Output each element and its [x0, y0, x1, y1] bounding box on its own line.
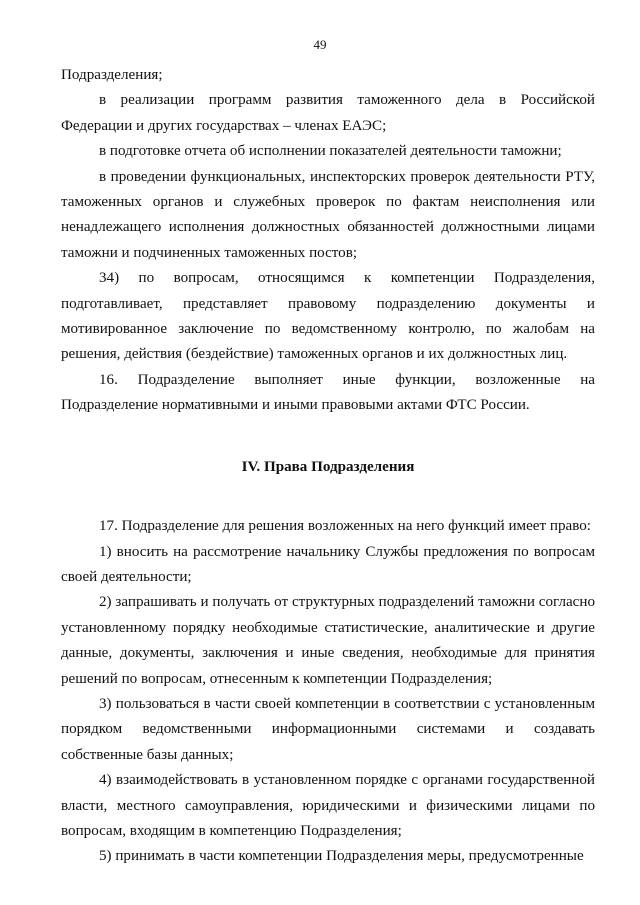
- paragraph: в реализации программ развития таможенного дела в Российской Федерации и других государствах – членах ЕАЭС;: [61, 92, 595, 134]
- paragraph: 5) принимать в части компетенции Подразделения меры, предусмотренные: [99, 848, 584, 865]
- page-number: 49: [313, 37, 327, 52]
- paragraph: 16. Подразделение выполняет иные функции, возложенные на Подразделение нормативными и иными правовыми актами ФТС России.: [61, 371, 595, 414]
- paragraph: Подразделения;: [61, 67, 163, 83]
- paragraph: в проведении функциональных, инспекторских проверок деятельности РТУ, таможенных органов и служебных проверок по фактам неисполнения или ненадлежащего исполнения должностных обязанностей должностными лицами таможни и подчиненных таможенных постов;: [61, 168, 595, 261]
- document-body: [61, 63, 595, 870]
- section-heading: IV. Права Подразделения: [241, 458, 415, 475]
- paragraph: в подготовке отчета об исполнении показателей деятельности таможни;: [99, 143, 562, 160]
- paragraph: 17. Подразделение для решения возложенных на него функций имеет право:: [99, 518, 591, 535]
- paragraphs-before-heading: [61, 63, 595, 419]
- paragraph: 34) по вопросам, относящимся к компетенции Подразделения, подготавливает, представляет правовому подразделению документы и мотивированное заключение по ведомственному контролю, по жалобам на решения, действия (бездействие) таможенных органов и их должностных лиц.: [61, 270, 595, 363]
- paragraph: 2) запрашивать и получать от структурных подразделений таможни согласно установленному порядку необходимые статистические, аналитические и другие данные, документы, заключения и иные сведения, необходимые для принятия решений по вопросам, отнесенным к компетенции Подразделения;: [61, 594, 595, 687]
- paragraph: 3) пользоваться в части своей компетенции в соответствии с установленным порядком ведомственными информационными системами и создавать собственные базы данных;: [61, 695, 595, 763]
- paragraph: 1) вносить на рассмотрение начальнику Службы предложения по вопросам своей деятельности;: [61, 543, 595, 585]
- paragraph: 4) взаимодействовать в установленном порядке с органами государственной власти, местного самоуправления, юридическими и физическими лицами по вопросам, входящим в компетенцию Подразделения;: [61, 772, 595, 839]
- paragraphs-after-heading: [61, 514, 595, 870]
